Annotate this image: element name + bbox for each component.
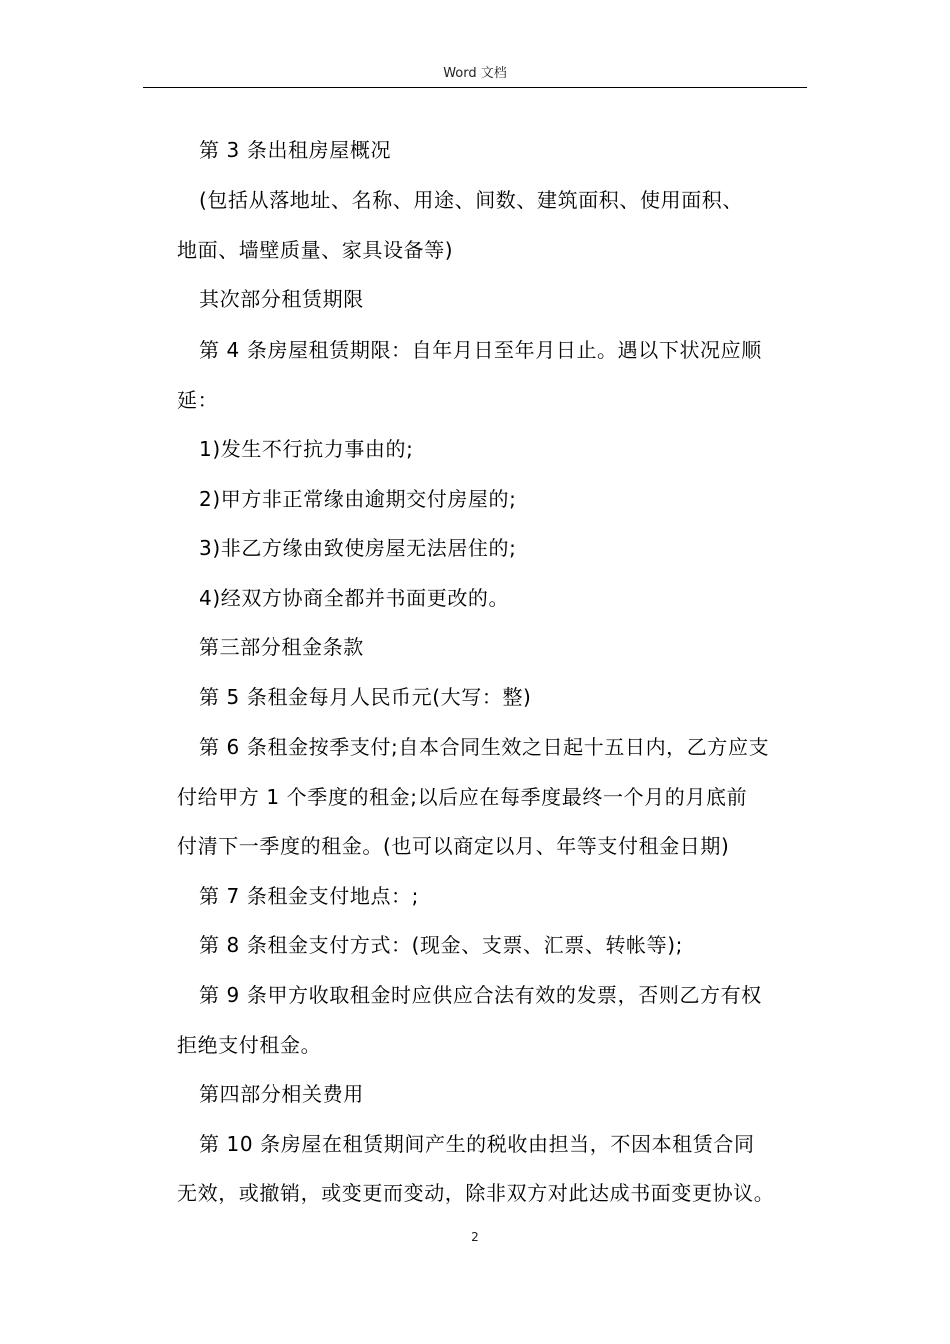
page-header: Word 文档 [443, 66, 507, 81]
article-10-line-1: 第 10 条房屋在租赁期间产生的税收由担当，不因本租赁合同 [199, 1132, 755, 1156]
section-4-heading: 第四部分相关费用 [199, 1082, 364, 1106]
header-divider [143, 87, 807, 88]
article-6-line-1: 第 6 条租金按季支付;自本合同生效之日起十五日内，乙方应支 [199, 735, 770, 759]
section-2-heading: 其次部分租赁期限 [199, 287, 364, 311]
list-item-1: 1)发生不行抗力事由的; [199, 437, 414, 461]
article-9-line-2: 拒绝支付租金。 [177, 1033, 322, 1057]
article-9-line-1: 第 9 条甲方收取租金时应供应合法有效的发票，否则乙方有权 [199, 983, 762, 1007]
article-3-detail-line-2: 地面、墙壁质量、家具设备等) [177, 238, 454, 262]
article-3-heading: 第 3 条出租房屋概况 [199, 138, 392, 162]
section-3-heading: 第三部分租金条款 [199, 635, 364, 659]
article-6-line-2: 付给甲方 1 个季度的租金;以后应在每季度最终一个月的月底前 [177, 785, 748, 809]
list-item-3: 3)非乙方缘由致使房屋无法居住的; [199, 536, 517, 560]
list-item-2: 2)甲方非正常缘由逾期交付房屋的; [199, 487, 517, 511]
article-7: 第 7 条租金支付地点：; [199, 884, 419, 908]
article-3-detail-line-1: (包括从落地址、名称、用途、间数、建筑面积、使用面积、 [199, 188, 744, 212]
list-item-4: 4)经双方协商全都并书面更改的。 [199, 586, 510, 610]
article-8: 第 8 条租金支付方式：(现金、支票、汇票、转帐等); [199, 933, 683, 957]
article-10-line-2: 无效，或撤销，或变更而变动，除非双方对此达成书面变更协议。 [177, 1181, 775, 1205]
page-number: 2 [471, 1230, 479, 1244]
article-6-line-3: 付清下一季度的租金。(也可以商定以月、年等支付租金日期) [177, 834, 730, 858]
article-4-line-2: 延： [177, 388, 219, 412]
article-5: 第 5 条租金每月人民币元(大写：整) [199, 685, 532, 709]
article-4-line-1: 第 4 条房屋租赁期限：自年月日至年月日止。遇以下状况应顺 [199, 338, 762, 362]
